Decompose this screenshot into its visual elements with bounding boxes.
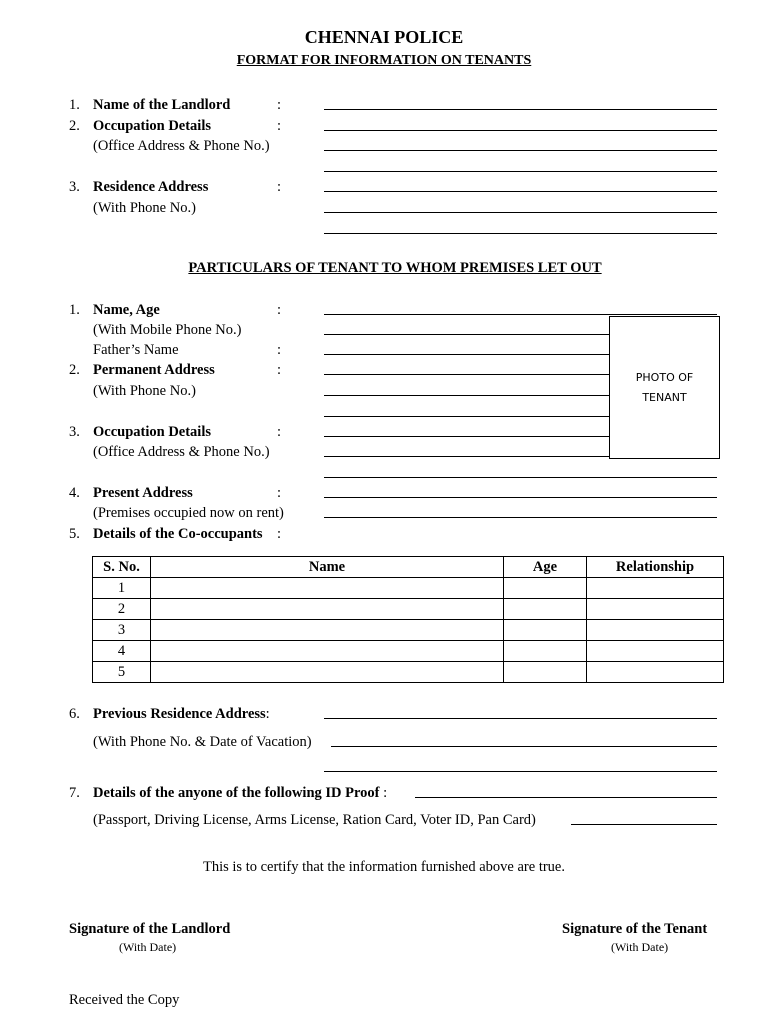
landlord-name-line[interactable]	[324, 109, 717, 110]
row-number: 1	[93, 578, 151, 599]
tenant-signature-note: (With Date)	[611, 940, 669, 954]
relationship-cell[interactable]	[587, 578, 724, 599]
age-cell[interactable]	[504, 641, 587, 662]
landlord-signature-label: Signature of the Landlord	[69, 921, 231, 937]
relationship-cell[interactable]	[587, 662, 724, 683]
tenant-present-note: (Premises occupied now on rent)	[93, 505, 284, 521]
id-proof-label: Details of the anyone of the following ID Proof	[93, 785, 380, 801]
id-proof-label-group	[93, 784, 387, 802]
tenant-signature-label: Signature of the Tenant	[562, 921, 708, 937]
landlord-residence-line[interactable]	[324, 191, 717, 192]
previous-residence-line[interactable]	[331, 746, 717, 747]
colon: :	[277, 302, 282, 318]
tenant-permanent-line[interactable]	[324, 374, 609, 375]
item-number: 6.	[69, 706, 80, 722]
id-proof-line[interactable]	[415, 797, 717, 798]
tenant-permanent-note: (With Phone No.)	[93, 383, 196, 399]
table-row	[93, 641, 724, 662]
landlord-signature-note: (With Date)	[119, 940, 177, 954]
tenant-occupation-line[interactable]	[324, 477, 717, 478]
colon: :	[383, 785, 388, 801]
name-cell[interactable]	[151, 578, 504, 599]
colon: :	[277, 342, 282, 358]
colon: :	[277, 97, 282, 113]
previous-residence-note: (With Phone No. & Date of Vacation)	[93, 734, 312, 750]
tenant-name-note: (With Mobile Phone No.)	[93, 322, 242, 338]
tenant-occupation-note: (Office Address & Phone No.)	[93, 444, 270, 460]
tenant-present-line[interactable]	[324, 497, 717, 498]
landlord-residence-line[interactable]	[324, 212, 717, 213]
colon: :	[277, 118, 282, 134]
landlord-occupation-line[interactable]	[324, 171, 717, 172]
colon: :	[277, 526, 282, 542]
relationship-cell[interactable]	[587, 620, 724, 641]
colon: :	[277, 362, 282, 378]
landlord-occupation-line[interactable]	[324, 150, 717, 151]
previous-residence-line[interactable]	[324, 718, 717, 719]
item-number: 2.	[69, 118, 80, 134]
landlord-name-label: Name of the Landlord	[93, 97, 231, 113]
item-number: 1.	[69, 302, 80, 318]
table-row	[93, 662, 724, 683]
colon: :	[265, 706, 270, 722]
item-number: 4.	[69, 485, 80, 501]
colon: :	[277, 179, 282, 195]
form-title: CHENNAI POLICE	[304, 27, 464, 47]
tenant-photo-label: PHOTO OF TENANT	[635, 370, 694, 404]
relationship-cell[interactable]	[587, 599, 724, 620]
landlord-residence-note: (With Phone No.)	[93, 200, 196, 216]
item-number: 3.	[69, 179, 80, 195]
table-header-age: Age	[504, 557, 587, 578]
age-cell[interactable]	[504, 620, 587, 641]
cooccupants-table	[92, 556, 724, 683]
colon: :	[277, 485, 282, 501]
table-header-name: Name	[151, 557, 504, 578]
tenant-present-label: Present Address	[93, 485, 193, 501]
name-cell[interactable]	[151, 662, 504, 683]
row-number: 4	[93, 641, 151, 662]
tenant-name-label: Name, Age	[93, 302, 160, 318]
item-number: 3.	[69, 424, 80, 440]
tenant-occupation-line[interactable]	[324, 436, 609, 437]
landlord-residence-label: Residence Address	[93, 179, 209, 195]
received-copy-text: Received the Copy	[69, 992, 180, 1008]
previous-residence-label-group	[93, 705, 270, 723]
tenant-permanent-label: Permanent Address	[93, 362, 215, 378]
item-number: 1.	[69, 97, 80, 113]
table-row	[93, 620, 724, 641]
tenant-section-heading: PARTICULARS OF TENANT TO WHOM PREMISES LET OUT	[188, 260, 602, 276]
id-proof-line[interactable]	[571, 824, 717, 825]
tenant-occupation-line[interactable]	[324, 456, 609, 457]
table-row	[93, 578, 724, 599]
tenant-present-line[interactable]	[324, 517, 717, 518]
previous-residence-label: Previous Residence Address	[93, 706, 266, 722]
landlord-residence-line[interactable]	[324, 233, 717, 234]
row-number: 3	[93, 620, 151, 641]
id-proof-note: (Passport, Driving License, Arms License, Ration Card, Voter ID, Pan Card)	[93, 812, 536, 828]
name-cell[interactable]	[151, 599, 504, 620]
tenant-mobile-line[interactable]	[324, 334, 609, 335]
age-cell[interactable]	[504, 662, 587, 683]
landlord-occupation-line[interactable]	[324, 130, 717, 131]
item-number: 7.	[69, 785, 80, 801]
tenant-father-line[interactable]	[324, 354, 609, 355]
age-cell[interactable]	[504, 578, 587, 599]
relationship-cell[interactable]	[587, 641, 724, 662]
age-cell[interactable]	[504, 599, 587, 620]
tenant-name-line[interactable]	[324, 314, 717, 315]
table-row	[93, 599, 724, 620]
table-header-relationship: Relationship	[587, 557, 724, 578]
tenant-occupation-label: Occupation Details	[93, 424, 212, 440]
cooccupants-label: Details of the Co-occupants	[93, 526, 263, 542]
landlord-occupation-label: Occupation Details	[93, 118, 212, 134]
previous-residence-line[interactable]	[324, 771, 717, 772]
landlord-occupation-note: (Office Address & Phone No.)	[93, 138, 270, 154]
item-number: 2.	[69, 362, 80, 378]
row-number: 5	[93, 662, 151, 683]
name-cell[interactable]	[151, 641, 504, 662]
tenant-photo-box[interactable]	[609, 316, 720, 459]
item-number: 5.	[69, 526, 80, 542]
tenant-father-label: Father’s Name	[93, 342, 179, 358]
name-cell[interactable]	[151, 620, 504, 641]
row-number: 2	[93, 599, 151, 620]
colon: :	[277, 424, 282, 440]
tenant-permanent-line[interactable]	[324, 395, 609, 396]
certification-text: This is to certify that the information furnished above are true.	[203, 859, 565, 875]
table-header-sno: S. No.	[93, 557, 151, 578]
form-subtitle: FORMAT FOR INFORMATION ON TENANTS	[236, 53, 532, 68]
tenant-permanent-line[interactable]	[324, 416, 609, 417]
